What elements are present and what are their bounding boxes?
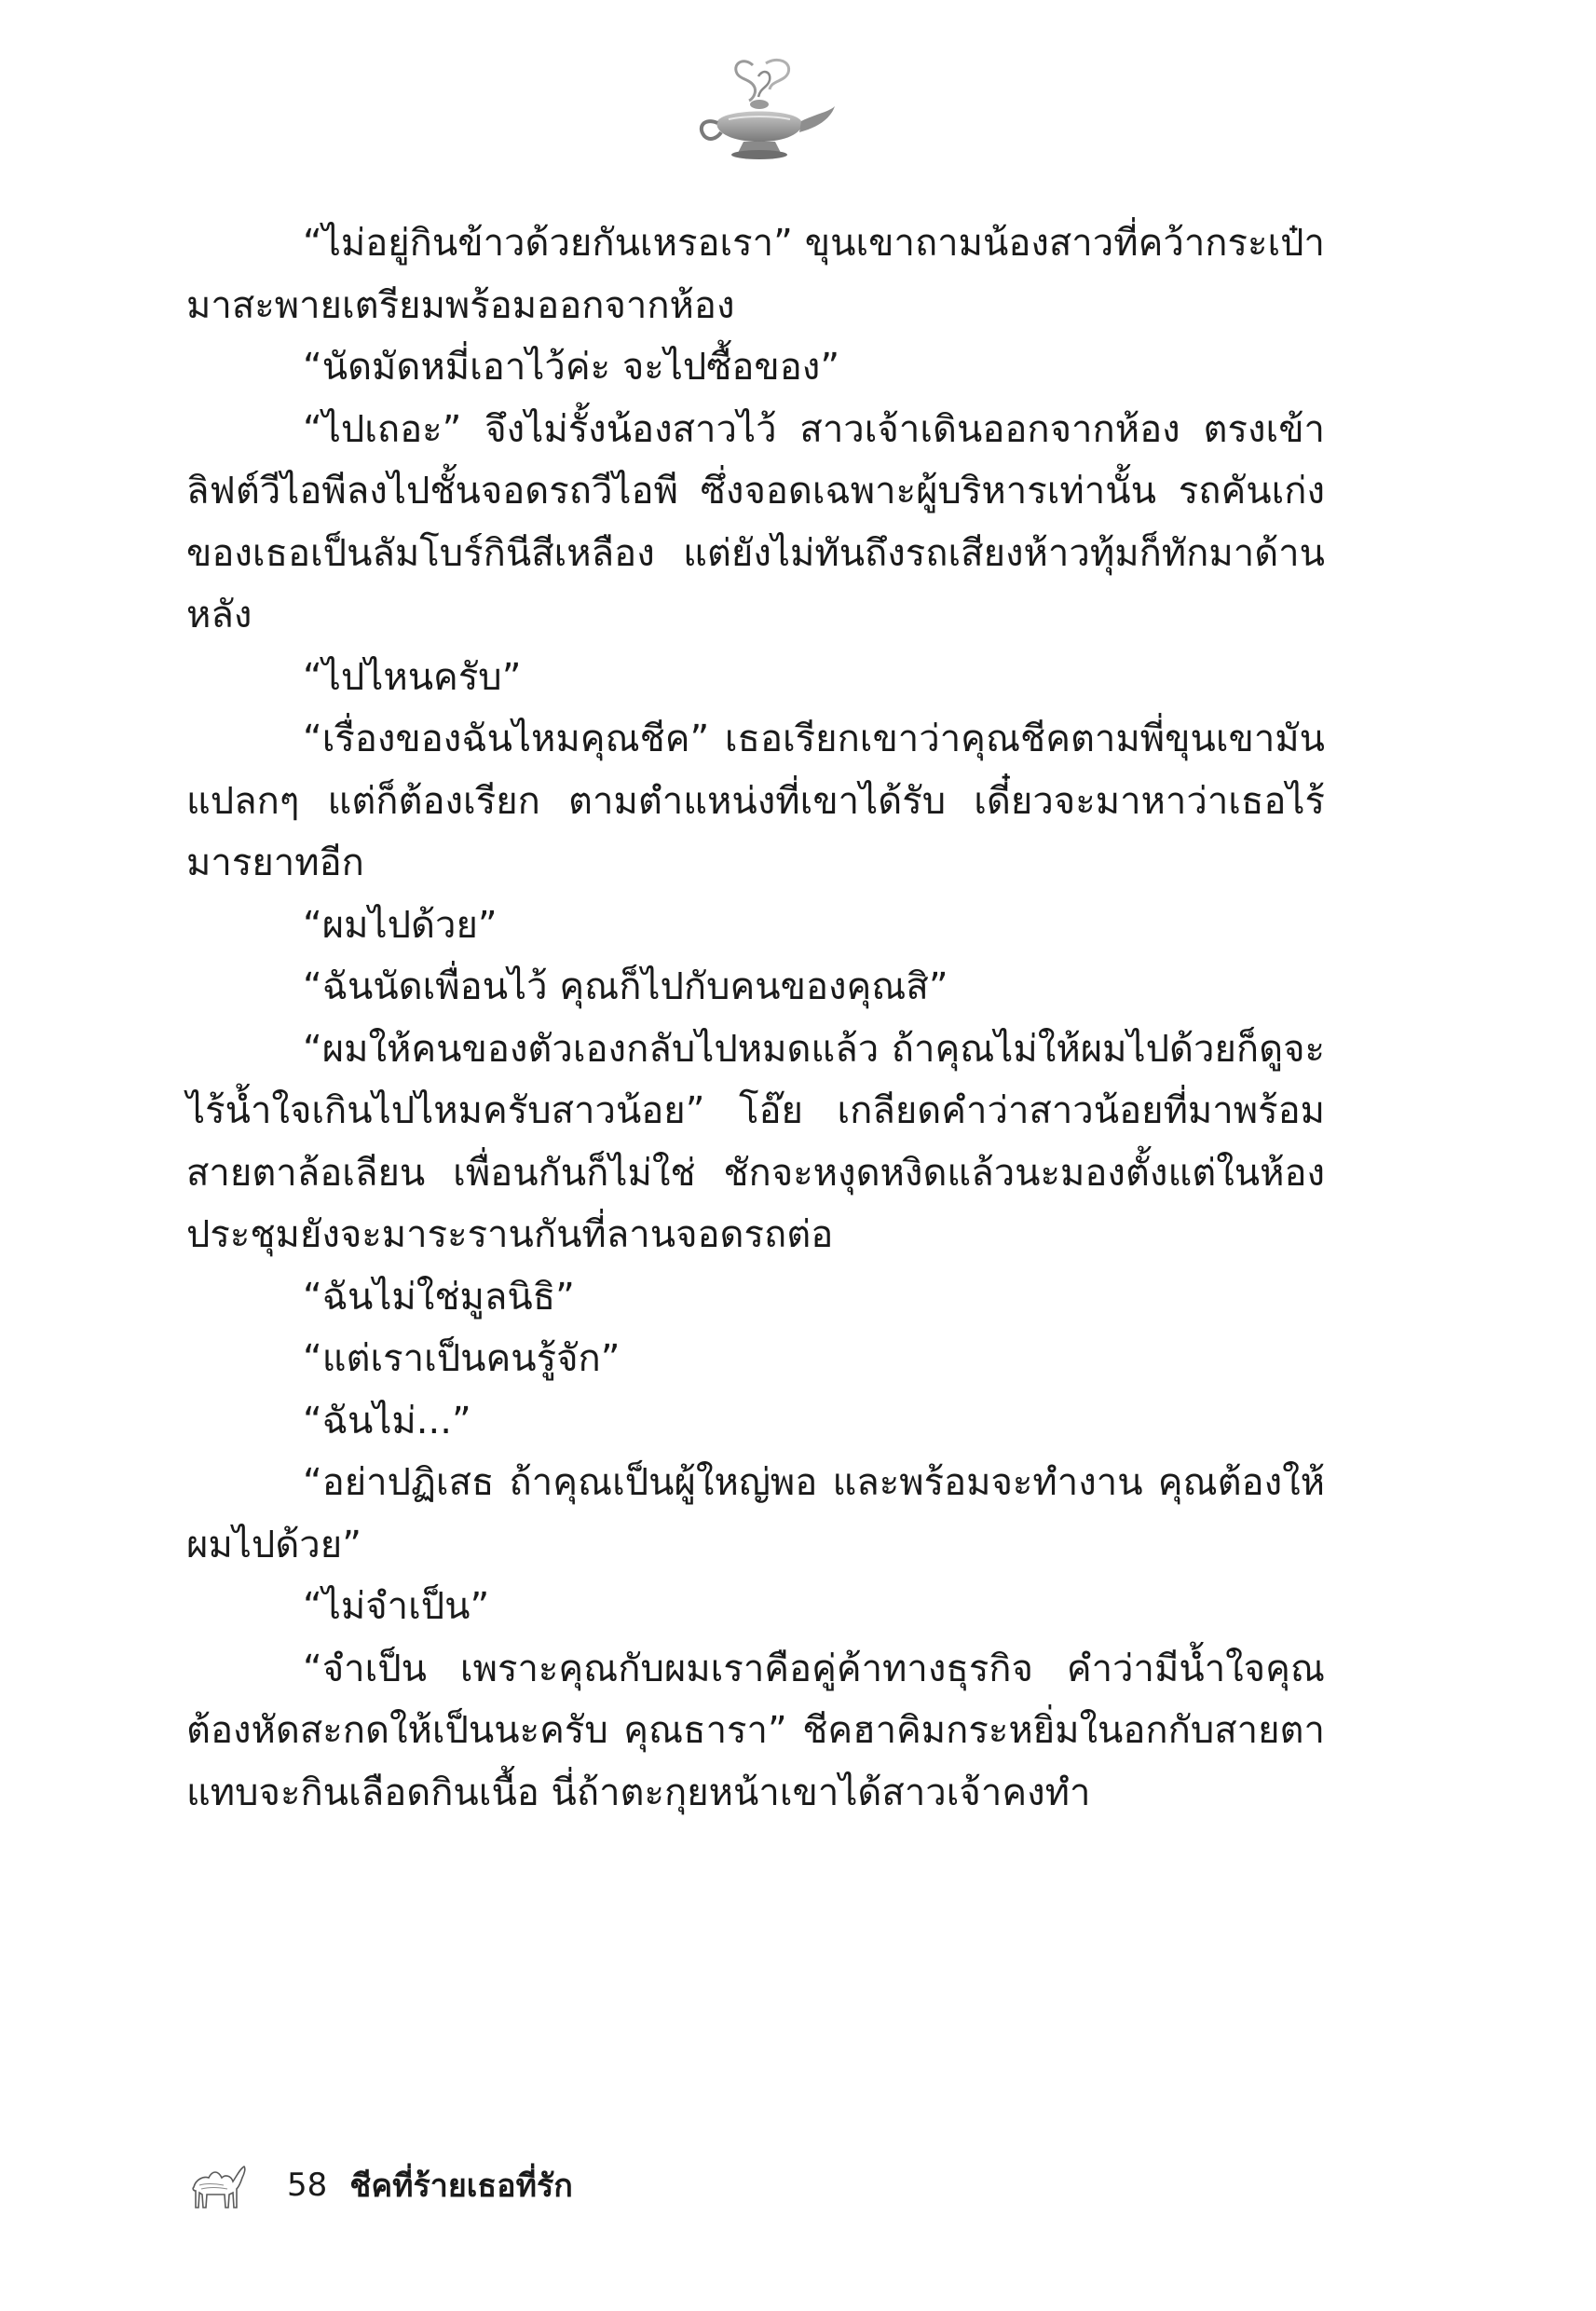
paragraph: “จำเป็น เพราะคุณกับผมเราคือคู่ค้าทางธุรกิจ คำว่ามีน้ำใจคุณต้องหัดสะกดให้เป็นนะครับ คุณธารา” ชีคฮาคิมกระหยิ่มในอกกับสายตาแทบจะกินเลือดกินเนื้อ นี่ถ้าตะกุยหน้าเขาได้สาวเจ้าคงทำ (186, 1647, 1325, 1814)
page-footer (186, 2153, 573, 2218)
camel-icon (186, 2159, 248, 2211)
paragraph: “ผมไปด้วย” (303, 903, 498, 947)
paragraph: “ไปเถอะ” จึงไม่รั้งน้องสาวไว้ สาวเจ้าเดินออกจากห้อง ตรงเข้าลิฟต์วีไอพีลงไปชั้นจอดรถวีไอพี ซึ่งจอดเฉพาะผู้บริหารเท่านั้น รถคันเก่งของเธอเป็นลัมโบร์กินีสีเหลือง แต่ยังไม่ทันถึงรถเสียงห้าวทุ้มก็ทักมาด้านหลัง (186, 407, 1325, 636)
paragraph: “ไม่อยู่กินข้าวด้วยกันเหรอเรา” ขุนเขาถามน้องสาวที่คว้ากระเป๋ามาสะพายเตรียมพร้อมออกจากห้อง (186, 222, 1325, 327)
page-number: 58 (287, 2167, 328, 2204)
paragraph: “ฉันไม่ใช่มูลนิธิ” (303, 1275, 575, 1319)
paragraph: “แต่เราเป็นคนรู้จัก” (303, 1337, 621, 1380)
paragraph: “ฉันไม่...” (303, 1399, 471, 1443)
paragraph: “เรื่องของฉันไหมคุณชีค” เธอเรียกเขาว่าคุณชีคตามพี่ขุนเขามันแปลกๆ แต่ก็ต้องเรียก ตามตำแหน่งที่เขาได้รับ เดี๋ยวจะมาหาว่าเธอไร้มารยาทอีก (186, 718, 1325, 884)
book-title: ชีคที่ร้ายเธอที่รัก (349, 2167, 573, 2205)
paragraph: “ผมให้คนของตัวเองกลับไปหมดแล้ว ถ้าคุณไม่ให้ผมไปด้วยก็ดูจะไร้น้ำใจเกินไปไหมครับสาวน้อย” โอ๊ย เกลียดคำว่าสาวน้อยที่มาพร้อมสายตาล้อเลียน เพื่อนกันก็ไม่ใช่ ชักจะหงุดหงิดแล้วนะมองตั้งแต่ในห้องประชุมยังจะมาระรานกันที่ลานจอดรถต่อ (186, 1027, 1325, 1256)
paragraph: “อย่าปฏิเสธ ถ้าคุณเป็นผู้ใหญ่พอ และพร้อมจะทำงาน คุณต้องให้ผมไปด้วย” (186, 1461, 1325, 1566)
paragraph: “ฉันนัดเพื่อนไว้ คุณก็ไปกับคนของคุณสิ” (303, 965, 948, 1008)
paragraph: “ไปไหนครับ” (303, 655, 522, 699)
body-text (186, 212, 1325, 1824)
genie-lamp-icon (680, 56, 839, 168)
paragraph: “ไม่จำเป็น” (303, 1585, 490, 1628)
paragraph: “นัดมัดหมี่เอาไว้ค่ะ จะไปซื้อของ” (303, 346, 840, 389)
